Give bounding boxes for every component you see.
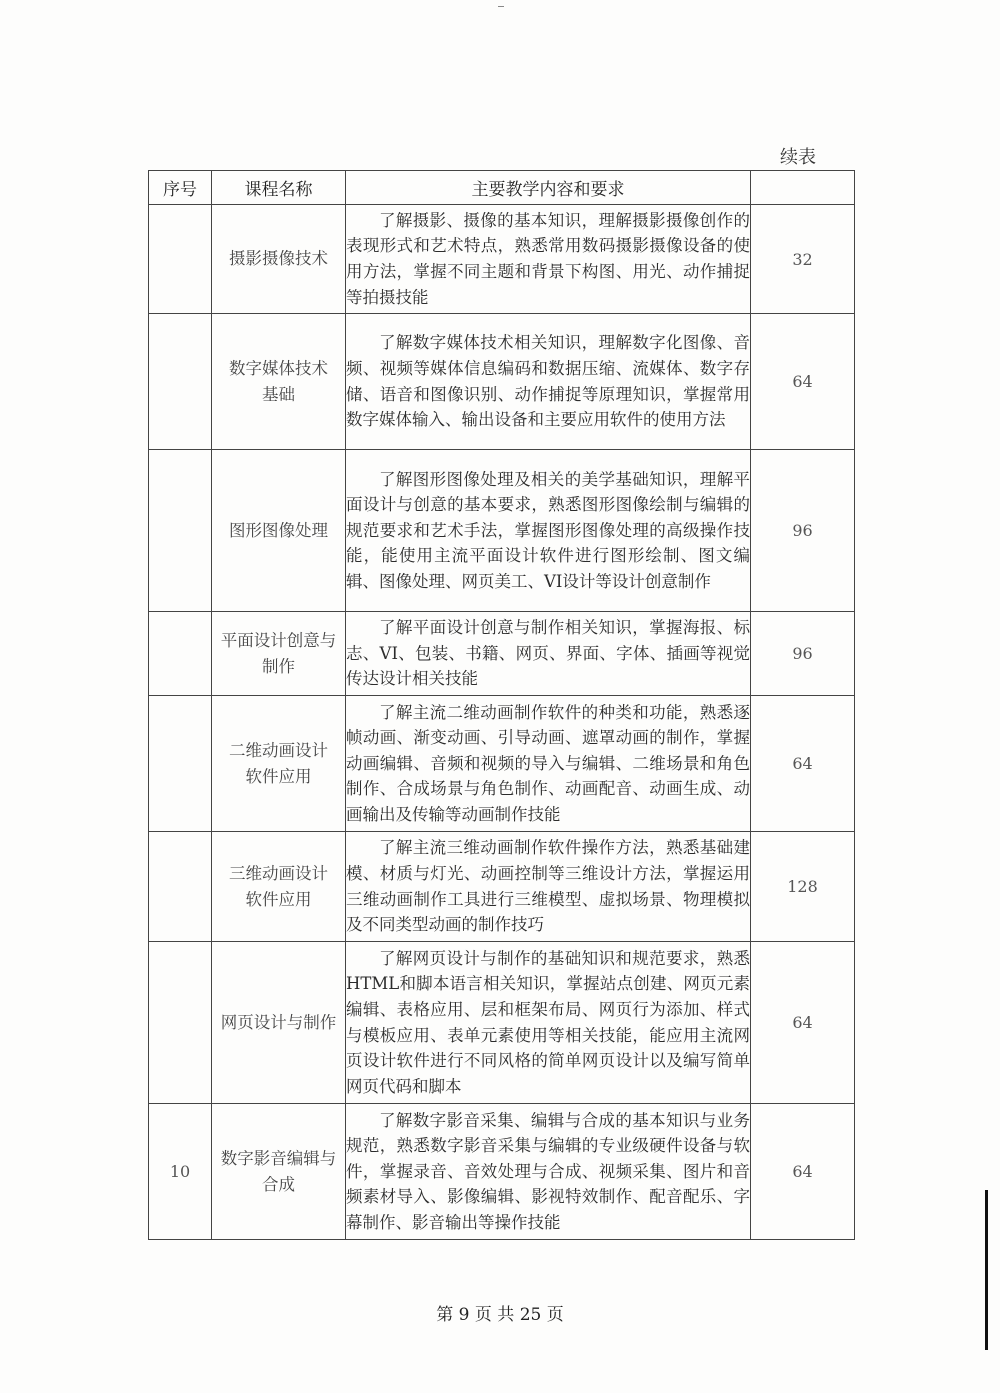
course-name-line: 数字媒体技术 [229, 358, 328, 378]
table-row [149, 450, 855, 612]
course-name [212, 1104, 346, 1240]
header-hours [751, 171, 855, 205]
course-name-line: 平面设计创意与 [220, 630, 337, 650]
course-name-line: 合成 [262, 1174, 295, 1194]
course-hours: 32 [751, 205, 855, 314]
course-name-line: 数字影音编辑与 [220, 1148, 337, 1168]
top-scan-mark [498, 0, 504, 7]
header-index: 序号 [149, 171, 212, 205]
course-name-line: 制作 [262, 656, 295, 676]
scan-edge-mark [985, 1190, 988, 1350]
course-table [148, 170, 855, 1240]
table-row [149, 832, 855, 942]
table-row [149, 612, 855, 696]
course-hours: 96 [751, 612, 855, 696]
course-name-line: 软件应用 [245, 766, 312, 786]
course-content [346, 612, 751, 696]
course-content-text: 了解主流二维动画制作软件的种类和功能，熟悉逐帧动画、渐变动画、引导动画、遮罩动画的制作，掌握动画编辑、音频和视频的导入与编辑、二维场景和角色制作、合成场景与角色制作、动画配音、动画生成、动画输出及传输等动画制作技能 [346, 702, 750, 824]
course-name [212, 205, 346, 314]
course-content-text: 了解主流三维动画制作软件操作方法，熟悉基础建模、材质与灯光、动画控制等三维设计方法，掌握运用三维动画制作工具进行三维模型、虚拟场景、物理模拟及不同类型动画的制作技巧 [346, 838, 750, 935]
table-row [149, 1104, 855, 1240]
header-content: 主要教学内容和要求 [346, 171, 751, 205]
course-content [346, 205, 751, 314]
course-content-text: 了解图形图像处理及相关的美学基础知识，理解平面设计与创意的基本要求，熟悉图形图像绘制与编辑的规范要求和艺术手法，掌握图形图像处理的高级操作技能，能使用主流平面设计软件进行图形绘制、图文编辑、图像处理、网页美工、VI设计等设计创意制作 [346, 469, 750, 591]
course-hours: 128 [751, 832, 855, 942]
row-index [149, 205, 212, 314]
course-hours: 64 [751, 314, 855, 450]
header-course-name: 课程名称 [212, 171, 346, 205]
course-name-line: 摄影摄像技术 [229, 249, 328, 268]
table-row [149, 314, 855, 450]
course-hours: 64 [751, 942, 855, 1104]
course-name [212, 696, 346, 832]
course-hours: 64 [751, 696, 855, 832]
course-hours: 96 [751, 450, 855, 612]
course-content [346, 314, 751, 450]
row-index [149, 314, 212, 450]
course-name [212, 612, 346, 696]
table-row [149, 696, 855, 832]
course-content-text: 了解网页设计与制作的基础知识和规范要求，熟悉HTML和脚本语言相关知识，掌握站点创建、网页元素编辑、表格应用、层和框架布局、网页行为添加、样式与模板应用、表单元素使用等相关技能，能应用主流网页设计软件进行不同风格的简单网页设计以及编写简单网页代码和脚本 [346, 948, 750, 1096]
page-number: 第 9 页 共 25 页 [436, 1305, 564, 1325]
course-content-text: 了解摄影、摄像的基本知识，理解摄影摄像创作的表现形式和艺术特点，熟悉常用数码摄影摄像设备的使用方法，掌握不同主题和背景下构图、用光、动作捕捉等拍摄技能 [346, 210, 750, 307]
course-content [346, 942, 751, 1104]
row-index: 10 [149, 1104, 212, 1240]
row-index [149, 450, 212, 612]
course-content [346, 1104, 751, 1240]
course-name-line: 三维动画设计 [229, 863, 328, 883]
course-name-line: 基础 [262, 384, 295, 404]
course-name-line: 网页设计与制作 [220, 1012, 337, 1032]
table-header-row [149, 171, 855, 205]
course-content [346, 696, 751, 832]
course-name [212, 450, 346, 612]
course-name-line: 图形图像处理 [229, 520, 328, 540]
course-content-text: 了解平面设计创意与制作相关知识，掌握海报、标志、VI、包装、书籍、网页、界面、字体、插画等视觉传达设计相关技能 [346, 618, 750, 689]
course-name-line: 软件应用 [245, 889, 312, 909]
course-name [212, 942, 346, 1104]
course-name [212, 314, 346, 450]
course-content-text: 了解数字影音采集、编辑与合成的基本知识与业务规范，熟悉数字影音采集与编辑的专业级硬件设备与软件，掌握录音、音效处理与合成、视频采集、图片和音频素材导入、影像编辑、影视特效制作、配音配乐、字幕制作、影音输出等操作技能 [346, 1110, 750, 1232]
table-row [149, 205, 855, 314]
course-content [346, 832, 751, 942]
course-name [212, 832, 346, 942]
row-index [149, 612, 212, 696]
course-hours: 64 [751, 1104, 855, 1240]
course-content [346, 450, 751, 612]
table-row [149, 942, 855, 1104]
row-index [149, 696, 212, 832]
row-index [149, 832, 212, 942]
row-index [149, 942, 212, 1104]
course-content-text: 了解数字媒体技术相关知识，理解数字化图像、音频、视频等媒体信息编码和数据压缩、流媒体、数字存储、语音和图像识别、动作捕捉等原理知识，掌握常用数字媒体输入、输出设备和主要应用软件的使用方法 [346, 333, 750, 430]
continuation-label: 续表 [780, 147, 816, 168]
course-name-line: 二维动画设计 [229, 740, 328, 760]
